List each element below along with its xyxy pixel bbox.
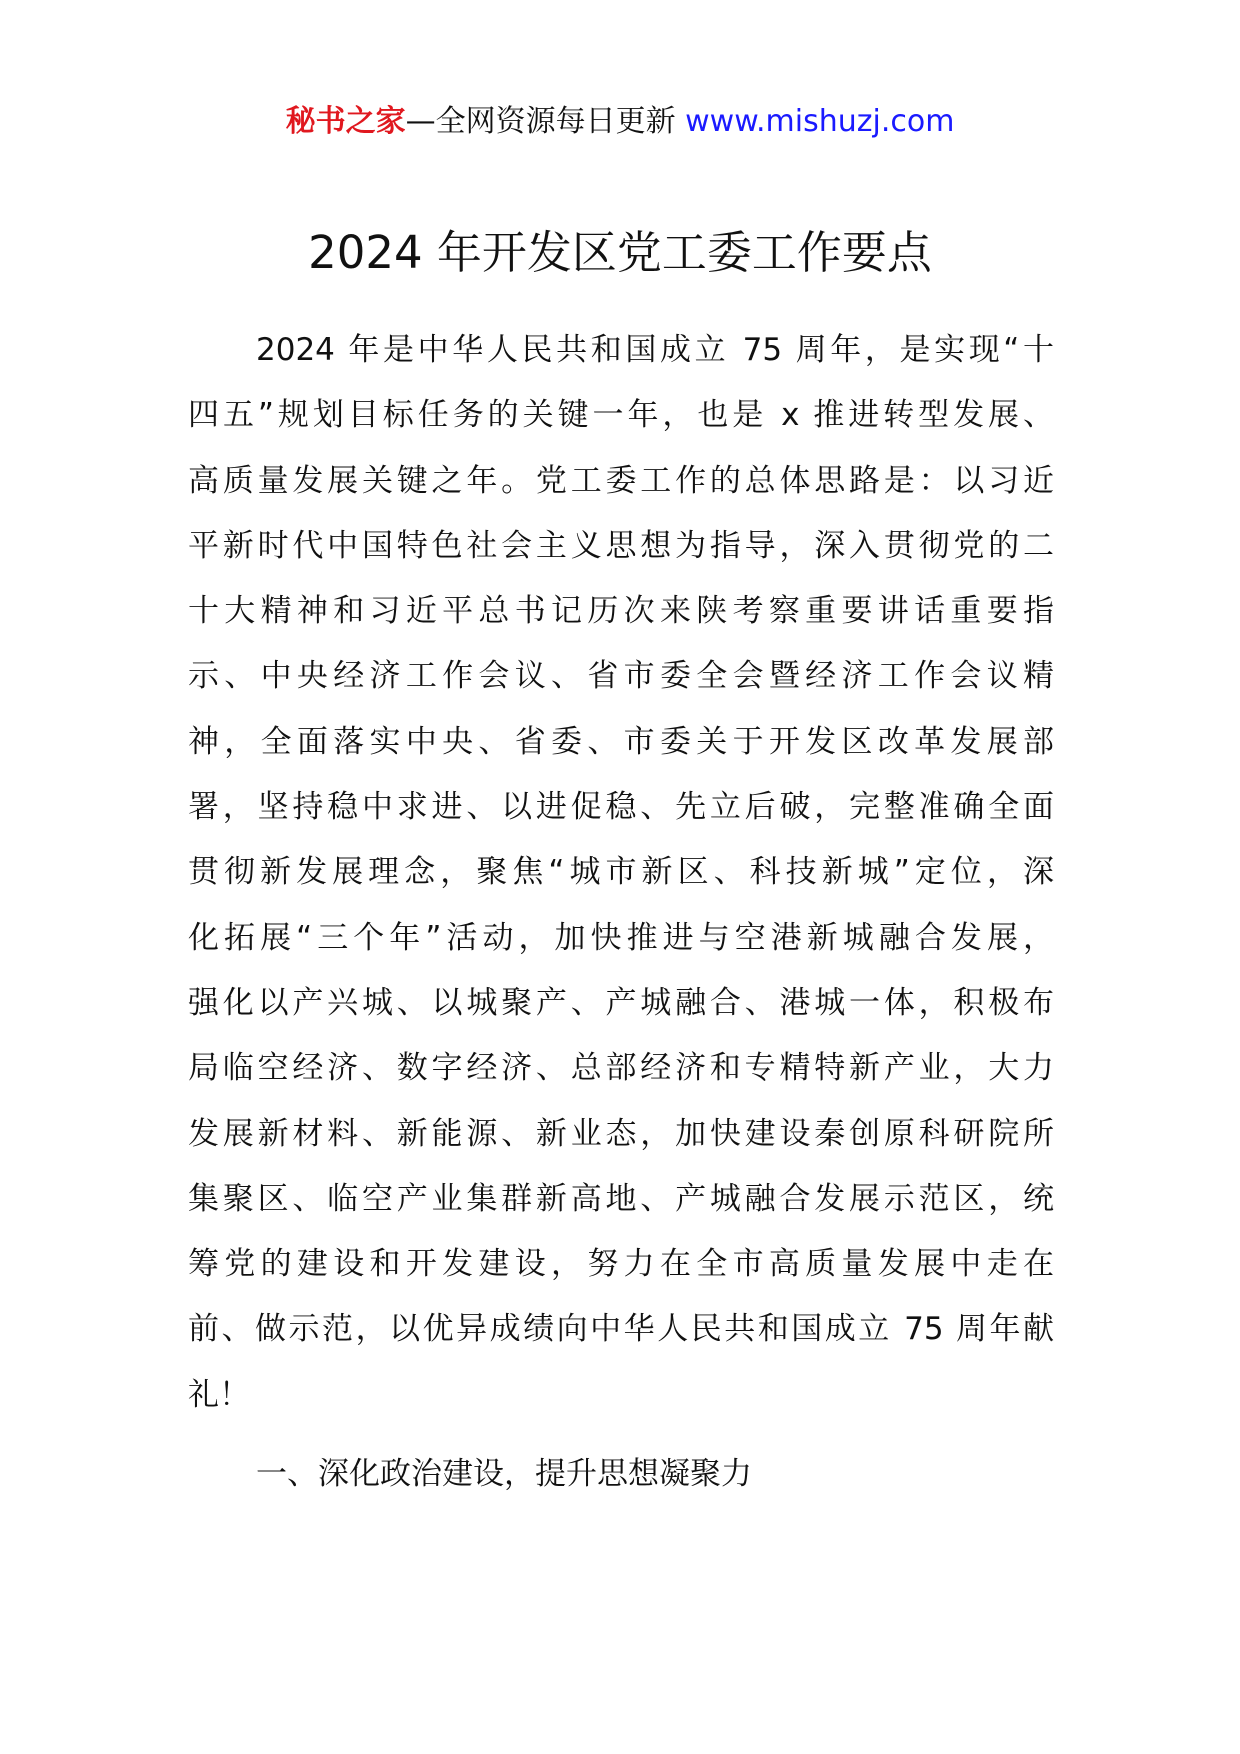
paragraph-line: 四五”规划目标任务的关键一年，也是 x 推进转型发展、 [188,397,1054,434]
paragraph-line: 强化以产兴城、以城聚产、产城融合、港城一体，积极布 [188,984,1054,1021]
intro-paragraph [188,318,1054,1428]
paragraph-line: 2024 年是中华人民共和国成立 75 周年，是实现“十 [256,332,1054,368]
paragraph-line: 发展新材料、新能源、新业态，加快建设秦创原科研院所 [188,1115,1054,1152]
paragraph-line: 礼！ [188,1376,250,1413]
paragraph-line: 署，坚持稳中求进、以进促稳、先立后破，完整准确全面 [188,789,1054,826]
section-heading: 一、深化政治建设，提升思想凝聚力 [256,1456,752,1492]
paragraph-line: 局临空经济、数字经济、总部经济和专精特新产业，大力 [188,1050,1054,1087]
paragraph-line: 贯彻新发展理念，聚焦“城市新区、科技新城”定位，深 [188,854,1054,891]
site-banner [0,100,1240,144]
site-url-link[interactable]: www.mishuzj.com [685,104,955,139]
paragraph-line: 高质量发展关键之年。党工委工作的总体思路是：以习近 [188,462,1054,499]
brand-name: 秘书之家 [285,104,406,139]
banner-tagline: —全网资源每日更新 [405,104,676,139]
paragraph-line: 化拓展“三个年”活动，加快推进与空港新城融合发展， [188,919,1054,956]
paragraph-line: 筹党的建设和开发建设，努力在全市高质量发展中走在 [188,1246,1054,1283]
paragraph-line: 平新时代中国特色社会主义思想为指导，深入贯彻党的二 [188,527,1054,564]
paragraph-line: 十大精神和习近平总书记历次来陕考察重要讲话重要指 [188,593,1054,630]
paragraph-line: 集聚区、临空产业集群新高地、产城融合发展示范区，统 [188,1180,1054,1217]
paragraph-line: 前、做示范，以优异成绩向中华人民共和国成立 75 周年献 [188,1311,1054,1348]
paragraph-line: 神，全面落实中央、省委、市委关于开发区改革发展部 [188,723,1054,760]
document-title: 2024 年开发区党工委工作要点 [308,226,932,279]
paragraph-line: 示、中央经济工作会议、省市委全会暨经济工作会议精 [188,658,1054,695]
